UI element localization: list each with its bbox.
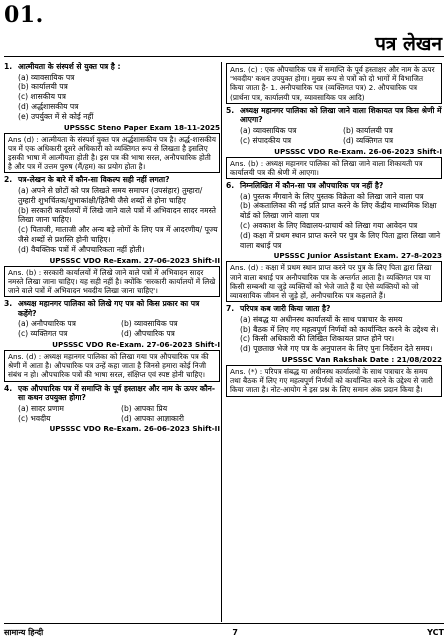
question-header xyxy=(4,62,220,72)
left-column xyxy=(4,62,220,622)
question-text: आत्मीयता के संस्पर्श से युक्त पत्र है : xyxy=(18,62,121,71)
options-list xyxy=(4,319,220,339)
option-item: (c) किसी अधिकारी की लिखित शिकायत प्राप्त होने पर। xyxy=(240,334,395,344)
option-item: (c) शासकीय पत्र xyxy=(18,92,66,102)
question-text: पत्र-लेखन के बारे में कौन-सा विकल्प सही नहीं लगता? xyxy=(18,175,170,185)
options-list xyxy=(226,126,442,146)
option-item: (d) वैयक्तिक पत्रों में औपचारिकता नहीं होती। xyxy=(18,244,145,254)
answer-box: Ans. (*) : परिपत्र संबद्ध या अधीनस्थ कार्यालयों के साथ पत्राचार के समय तथा बैठक में लिए गए महत्वपूर्ण निर्णयों को कार्यान्वित करने के उद्देश्य से जारी किया जाता है। नोट-आयोग ने इस प्रश्न के लिए समान अंक प्रदान किया है। xyxy=(226,365,442,397)
page-footer xyxy=(4,623,444,640)
right-column xyxy=(226,62,442,622)
options-list xyxy=(4,404,220,424)
question-text: अध्यक्ष महानगर पालिका को लिखे गए पत्र को किस प्रकार का पत्र कहेंगे? xyxy=(18,299,200,318)
options-list xyxy=(4,73,220,122)
chapter-number: 01. xyxy=(4,2,44,28)
answer-box: Ans. (d) : अध्यक्ष महानगर पालिका को लिखा गया पत्र औपचारिक पत्र की श्रेणी में आता है। औपचारिक पत्र उन्हें कहा जाता है जिनसे हमारा कोई निजी संबंध न हो। औपचारिक पत्रों की भाषा सरल, संक्षिप्त एवं स्पष्ट होनी चाहिए। xyxy=(4,350,220,382)
question-header xyxy=(226,181,442,191)
options-list xyxy=(226,192,442,251)
exam-reference: UPSSSC VDO Re-Exam. 27-06-2023 Shift-II xyxy=(49,255,220,265)
question-header xyxy=(226,106,442,125)
option-item: (d) आपका आज्ञाकारी xyxy=(121,413,184,423)
option-item: (d) अर्द्धशासकीय पत्र xyxy=(18,101,79,111)
question-block xyxy=(4,175,220,254)
option-item: (a) सादर प्रणाम xyxy=(18,403,64,413)
exam-reference: UPSSSC VDO Re-Exam. 26-06-2023 Shift-II xyxy=(49,424,220,434)
exam-reference: UPSSSC VDO Re-Exam. 26-06-2023 Shift-I xyxy=(274,146,442,156)
page-number: 7 xyxy=(232,627,238,637)
question-block xyxy=(4,62,220,122)
options-list xyxy=(226,315,442,354)
title-rule xyxy=(4,56,444,57)
question-header xyxy=(4,384,220,403)
question-number: 1. xyxy=(4,62,13,71)
option-item: (b) कार्यालयी पत्र xyxy=(343,126,393,135)
question-text: निम्नलिखित में कौन-सा पत्र औपचारिक पत्र नहीं है? xyxy=(240,181,384,190)
question-header xyxy=(4,175,220,185)
exam-reference: UPSSSC VDO Re-Exam. 27-06-2023 Shift-I xyxy=(52,339,220,349)
question-number: 5. xyxy=(226,105,235,115)
option-item: (b) कार्यालयी पत्र xyxy=(18,82,68,92)
question-number: 4. xyxy=(4,383,13,393)
exam-reference: UPSSSC Steno Paper Exam 18-11-2025 xyxy=(63,122,220,132)
footer-publisher: YCT xyxy=(427,627,444,637)
answer-box: Ans. (c) : एक औपचारिक पत्र में समाप्ति के पूर्व हस्ताक्षर और नाम के ऊपर 'भवदीय' कथन उपयुक्त होगा। मुख्य रूप से पत्रों को दो भागों में विभाजित किया जाता है- 1. अनौपचारिक पत्र (व्यक्तिगत पत्र) 2. औपचारिक पत्र (प्रार्थना पत्र, कार्यालयी पत्र, व्यावसायिक पत्र आदि) xyxy=(226,63,442,104)
answer-box: Ans. (b) : सरकारी कार्यालयों में लिखे जाने वाले पत्रों में अभिवादन सादर नमस्ते लिखा जाना चाहिए। यह सही नहीं है। क्योंकि 'सरकारी कार्यालयों में लिखे जाने वाले पत्रों में अभिवादन भवदीय लिखा जाना चाहिए'। xyxy=(4,266,220,298)
exam-reference: UPSSSC Van Rakshak Date : 21/08/2022 xyxy=(281,354,442,364)
question-header xyxy=(4,299,220,318)
answer-box: Ans (d) : आत्मीयता के संस्पर्श युक्त पत्र अर्द्धशासकीय पत्र है। अर्द्ध-शासकीय पत्र में एक अधिकारी दूसरे अधिकारी को व्यक्तिगत रूप से लिखता है इसलिए इसकी भाषा में आत्मीयता होती है। इस पत्र की भाषा सरल, अनौपचारिक होती है और पत्र में उत्तम पुरुष (मैं/हम) का प्रयोग होता है। xyxy=(4,133,220,174)
question-number: 7. xyxy=(226,304,235,314)
option-item: (a) व्यावसायिक पत्र xyxy=(240,126,297,135)
option-item: (b) बैठक में लिए गए महत्वपूर्ण निर्णयों को कार्यान्वित करने के उद्देश्य से। xyxy=(240,324,439,334)
question-block xyxy=(226,304,442,354)
option-item: (c) भवदीय xyxy=(18,413,51,423)
question-number: 3. xyxy=(4,299,13,309)
option-item: (b) व्यावसायिक पत्र xyxy=(121,319,178,329)
option-item: (a) अपने से छोटों को पत्र लिखते समय समापन (उपसंहार) तुम्हारा/तुम्हारी शुभचिंतक/शुभाकांक्षी/हितैषी जैसे शब्दों से होना चाहिए xyxy=(18,185,203,205)
option-item: (c) अवकाश के लिए विद्यालय-प्राचार्य को लिखा गया आवेदन पत्र xyxy=(240,220,418,230)
answer-box: Ans. (d) : कक्षा में प्रथम स्थान प्राप्त करने पर पुत्र के लिए पिता द्वारा लिखा जाने वाला बधाई पत्र अनौपचारिक पत्र के अन्तर्गत आता है। व्यक्तिगत पत्र या किसी सम्बन्धी या जुड़े व्यक्तियों को भेजे जाते हैं या ऐसे व्यक्तियों को जो व्यावसायिक जीवन से जुड़े हों, अनौपचारिक पत्र कहलाते हैं। xyxy=(226,261,442,302)
question-header xyxy=(226,304,442,314)
option-item: (d) पूछताछ भेजे गए पत्र के अनुपालन के लिए पुनः निर्देशन देते समय। xyxy=(240,344,433,354)
question-block xyxy=(4,384,220,424)
option-item: (c) व्यक्तिगत पत्र xyxy=(18,329,68,339)
question-block xyxy=(226,106,442,146)
option-item: (a) व्यावसायिक पत्र xyxy=(18,72,75,82)
option-item: (b) आपका प्रिय xyxy=(121,403,168,413)
column-divider xyxy=(221,62,222,622)
option-item: (a) संबद्ध या अधीनस्थ कार्यालयों के साथ पत्राचार के समय xyxy=(240,314,403,324)
option-item: (b) अंकतालिका की नई प्रति प्राप्त करने के लिए केंद्रीय माध्यमिक शिक्षा बोर्ड को लिखा जाने वाला पत्र xyxy=(240,201,437,221)
question-number: 2. xyxy=(4,175,13,185)
question-text: एक औपचारिक पत्र में समाप्ति के पूर्व हस्ताक्षर और नाम के ऊपर कौन-सा कथन उपयुक्त होगा? xyxy=(18,383,216,403)
option-item: (d) कक्षा में प्रथम स्थान प्राप्त करने पर पुत्र के लिए पिता द्वारा लिखा जाने वाला बधाई पत्र xyxy=(240,230,441,250)
option-item: (a) पुस्तक मँगवाने के लिए पुस्तक विक्रेता को लिखा जाने वाला पत्र xyxy=(240,191,424,201)
question-number: 6. xyxy=(226,181,235,190)
option-item: (d) औपचारिक पत्र xyxy=(121,329,175,339)
question-block xyxy=(4,299,220,339)
question-text: परिपत्र कब जारी किया जाता है? xyxy=(240,304,331,314)
option-item: (c) संपादकीय पत्र xyxy=(240,135,292,145)
exam-reference: UPSSSC Junior Assistant Exam. 27-8-2023 xyxy=(273,251,442,261)
answer-box: Ans. (b) : अध्यक्ष महानगर पालिका को लिखा जाने वाला शिकायती पत्र कार्यालयी पत्र की श्रेणी में आएगा। xyxy=(226,157,442,179)
chapter-title: पत्र लेखन xyxy=(375,33,442,55)
option-item: (b) सरकारी कार्यालयों में लिखे जाने वाले पत्रों में अभिवादन सादर नमस्ते लिखा जाना चाहिए। xyxy=(18,205,216,225)
option-item: (d) व्यक्तिगत पत्र xyxy=(343,135,394,145)
options-list xyxy=(4,186,220,255)
question-block xyxy=(226,181,442,250)
option-item: (a) अनौपचारिक पत्र xyxy=(18,319,76,329)
question-text: अध्यक्ष महानगर पालिका को लिखा जाने वाला शिकायत पत्र किस श्रेणी में आएगा? xyxy=(240,105,442,125)
option-item: (e) उपर्युक्त में से कोई नहीं xyxy=(18,111,94,121)
option-item: (c) पिताजी, माताजी और अन्य बड़े लोगों के लिए पत्र में आदरणीय/ पूज्य जैसे शब्दों से प्रशस्ति होनी चाहिए। xyxy=(18,225,218,244)
footer-subject: सामान्य हिन्दी xyxy=(4,627,44,637)
